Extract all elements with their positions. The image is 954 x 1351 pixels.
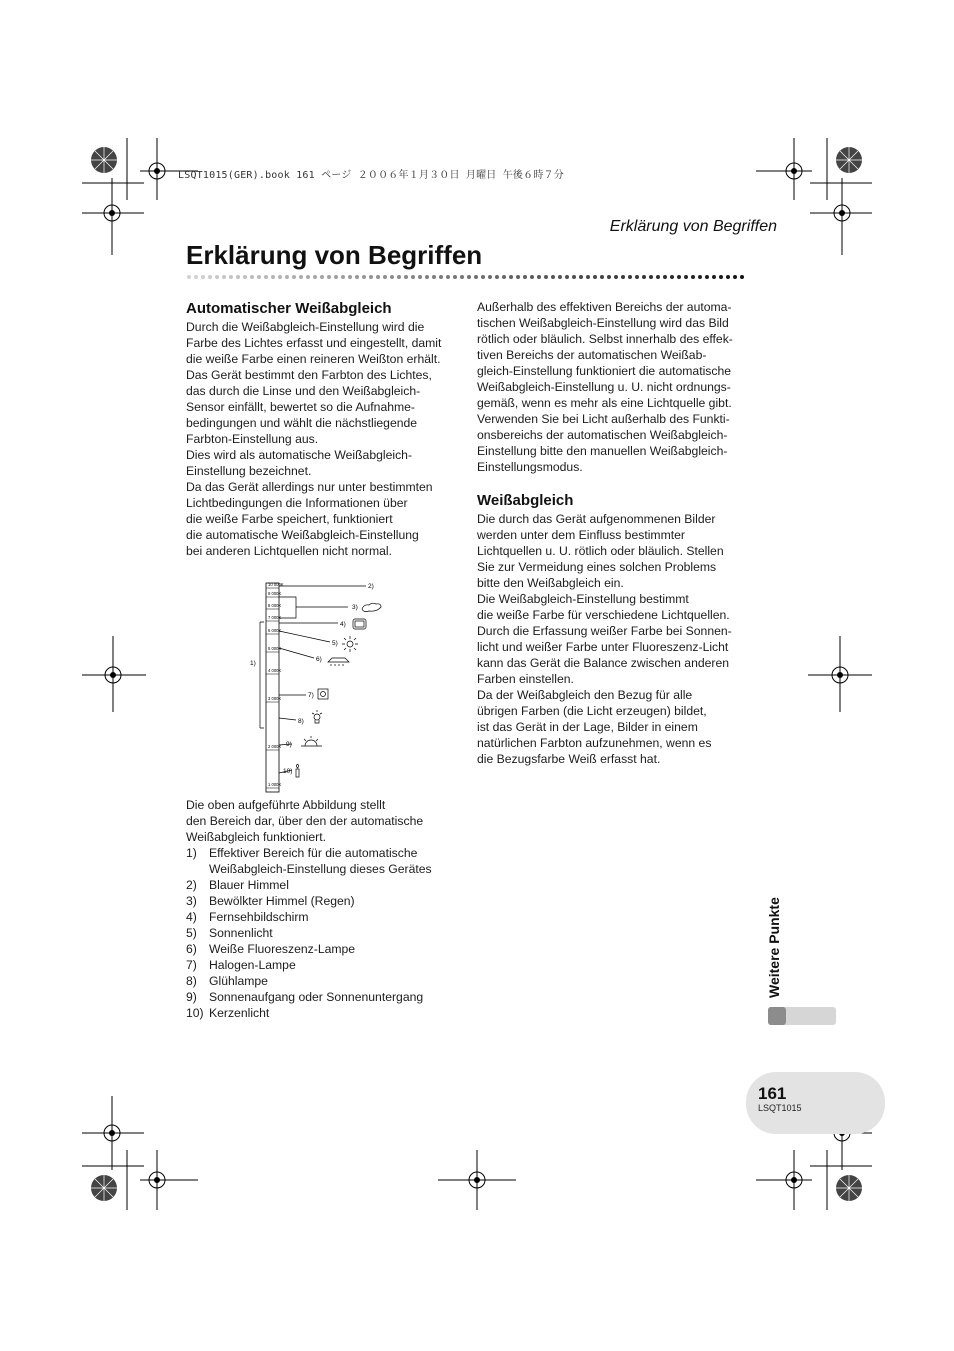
rule-dot [208,275,212,279]
right-column [477,299,752,767]
rule-dot [341,275,345,279]
list-item [186,1005,458,1021]
rule-dot [222,275,226,279]
callout-5: 5) [332,640,338,647]
rule-dot [453,275,457,279]
rule-dot [740,275,744,279]
callout-4: 4) [340,621,346,628]
rule-dot [306,275,310,279]
scale-label: 6 000K [268,628,282,633]
rule-dot [607,275,611,279]
text-line: Einstellung bitte den manuellen Weißabgleich- [477,444,728,458]
rule-dot [467,275,471,279]
rule-dot [362,275,366,279]
text-line: licht und weißer Farbe unter Fluoreszenz-Licht [477,640,729,654]
text-line: Da der Weißabgleich den Bezug für alle [477,688,693,702]
rule-dot [187,275,191,279]
text-line: übrigen Farben (die Licht erzeugen) bildet, [477,704,707,718]
rule-dot [691,275,695,279]
figure-caption [186,797,458,845]
list-item-text: Weiße Fluoreszenz-Lampe [209,942,356,956]
running-header: Erklärung von Begriffen [609,218,777,235]
left-column [186,299,458,559]
rule-dot [383,275,387,279]
list-item [186,877,458,893]
text-line: gemäß, wenn es mehr als eine Lichtquelle gibt. [477,396,732,410]
sunset-icon [301,736,322,746]
text-line: Einstellung bezeichnet. [186,464,312,478]
title-dotted-rule [186,272,746,282]
rule-dot [418,275,422,279]
rule-dot [488,275,492,279]
text-line: Lichtquellen u. U. rötlich oder bläulich. Stellen [477,544,724,558]
text-line: den Bereich dar, über den der automatische [186,814,424,828]
scale-label: 9 000K [268,591,282,596]
rule-dot [495,275,499,279]
list-item-text: Bewölkter Himmel (Regen) [209,894,355,908]
text-line: Die oben aufgeführte Abbildung stellt [186,798,386,812]
callout-8: 8) [298,718,304,725]
rule-dot [705,275,709,279]
rule-dot [614,275,618,279]
rule-dot [257,275,261,279]
list-item-text: Kerzenlicht [209,1006,270,1020]
rule-dot [565,275,569,279]
list-item-number: 10) [186,1006,204,1020]
text-line: Farbe des Lichtes erfasst und eingestellt, damit [186,336,442,350]
scale-label: 2 000K [268,744,282,749]
text-line: bei anderen Lichtquellen nicht normal. [186,544,392,558]
list-item-number: 2) [186,878,197,892]
rule-dot [635,275,639,279]
text-line: Dies wird als automatische Weißabgleich- [186,448,413,462]
rule-dot [733,275,737,279]
rule-dot [698,275,702,279]
rule-dot [649,275,653,279]
rule-dot [376,275,380,279]
rule-dot [656,275,660,279]
list-item-text: Sonnenaufgang oder Sonnenuntergang [209,990,424,1004]
list-item [186,973,458,989]
rule-dot [593,275,597,279]
rule-dot [446,275,450,279]
scale-label: 5 000K [268,646,282,651]
rule-dot [663,275,667,279]
list-item-text: Effektiver Bereich für die automatische [209,846,418,860]
rule-dot [719,275,723,279]
text-line: Die durch das Gerät aufgenommenen Bilder [477,512,716,526]
rule-dot [726,275,730,279]
range-paragraph [477,299,752,475]
rule-dot [677,275,681,279]
text-line: tiven Bereichs der automatischen Weißab- [477,348,707,362]
text-line: natürlichen Farbton aufzunehmen, wenn es [477,736,712,750]
callout-3: 3) [352,604,358,611]
text-line: bedingungen und wählt die nächstliegende [186,416,418,430]
rule-dot [523,275,527,279]
side-label-text: Weitere Punkte [766,897,782,998]
scale-label: 10 000K [268,582,284,587]
list-item [186,861,458,877]
text-line: Durch die Weißabgleich-Einstellung wird die [186,320,425,334]
list-item-number: 4) [186,910,197,924]
rule-dot [474,275,478,279]
rule-dot [369,275,373,279]
rule-dot [530,275,534,279]
rule-dot [712,275,716,279]
text-line: Sensor einfällt, bewertet so die Aufnahme- [186,400,415,414]
rule-dot [348,275,352,279]
text-line: Farbton-Einstellung aus. [186,432,319,446]
page-title: Erklärung von Begriffen [186,240,483,270]
text-line: Weißabgleich funktioniert. [186,830,327,844]
list-item [186,893,458,909]
rule-dot [278,275,282,279]
rule-dot [572,275,576,279]
rule-dot [621,275,625,279]
callout-10: 10) [283,768,293,775]
list-item [186,925,458,941]
rule-dot [670,275,674,279]
rule-dot [600,275,604,279]
list-item-number: 3) [186,894,197,908]
callout-2: 2) [368,583,374,590]
text-line: bitte den Weißabgleich ein. [477,576,624,590]
scale-label: 1 000K [268,782,282,787]
section-heading-wb: Weißabgleich [477,492,574,509]
text-line: das durch die Linse und den Weißabgleich- [186,384,421,398]
rule-dot [411,275,415,279]
rule-dot [334,275,338,279]
side-section-label [754,880,794,1000]
list-item-number: 9) [186,990,197,1004]
list-item-text: Weißabgleich-Einstellung dieses Gerätes [209,862,432,876]
scale-label: 4 000K [268,668,282,673]
rule-dot [194,275,198,279]
scale-label: 3 000K [268,696,282,701]
rule-dot [544,275,548,279]
text-line: rötlich oder bläulich. Selbst innerhalb des effek- [477,332,733,346]
text-line: Da das Gerät allerdings nur unter bestimmten [186,480,433,494]
list-item [186,941,458,957]
list-item-number: 7) [186,958,197,972]
text-line: Durch die Erfassung weißer Farbe bei Sonnen- [477,624,732,638]
rule-dot [201,275,205,279]
print-header: LSQT1015(GER).book 161 ページ ２００６年１月３０日 月曜日 午後６時７分 [178,170,564,181]
rule-dot [313,275,317,279]
list-item [186,957,458,973]
rule-dot [516,275,520,279]
text-line: Farben einstellen. [477,672,574,686]
rule-dot [586,275,590,279]
fluorescent-lamp-icon [328,658,349,666]
rule-dot [236,275,240,279]
rule-dot [355,275,359,279]
text-line: die weiße Farbe speichert, funktioniert [186,512,393,526]
text-line: die weiße Farbe für verschiedene Lichtquellen. [477,608,730,622]
list-item-text: Sonnenlicht [209,926,273,940]
text-line: werden unter dem Einfluss bestimmter [477,528,685,542]
rule-dot [264,275,268,279]
page-code: LSQT1015 [758,1103,802,1113]
scale-label: 8 000K [268,603,282,608]
rule-dot [551,275,555,279]
text-line: die Bezugsfarbe Weiß erfasst hat. [477,752,661,766]
page-number: 161 [758,1084,787,1103]
rule-dot [579,275,583,279]
rule-dot [425,275,429,279]
sun-icon [342,636,358,652]
list-item [186,845,458,861]
rule-dot [390,275,394,279]
bulb-icon [312,710,322,723]
rule-dot [215,275,219,279]
text-line: onsbereichs der automatischen Weißabgleich- [477,428,728,442]
text-line: Einstellungsmodus. [477,460,583,474]
auto-wb-paragraph [186,319,458,559]
text-line: Verwenden Sie bei Licht außerhalb des Funkti- [477,412,730,426]
list-item-text: Halogen-Lampe [209,958,296,972]
text-line: Weißabgleich-Einstellung u. U. nicht ordnungs- [477,380,731,394]
rule-dot [628,275,632,279]
list-item-number: 1) [186,846,197,860]
rule-dot [327,275,331,279]
text-line: die weiße Farbe einen reineren Weißton erhält. [186,352,441,366]
text-line: Außerhalb des effektiven Bereichs der automa- [477,300,732,314]
text-line: ist das Gerät in der Lage, Bilder in einem [477,720,698,734]
text-line: Die Weißabgleich-Einstellung bestimmt [477,592,689,606]
rule-dot [250,275,254,279]
rule-dot [481,275,485,279]
list-item [186,909,458,925]
callout-9: 9) [286,741,292,748]
text-line: Sie zur Vermeidung eines solchen Problems [477,560,717,574]
legend-list [186,845,458,1021]
text-line: die automatische Weißabgleich-Einstellung [186,528,419,542]
rule-dot [684,275,688,279]
scale-label: 7 000K [268,615,282,620]
rule-dot [397,275,401,279]
rule-dot [502,275,506,279]
wb-paragraph [477,511,752,767]
list-item [186,989,458,1005]
rule-dot [292,275,296,279]
rule-dot [243,275,247,279]
rule-dot [509,275,513,279]
rule-dot [229,275,233,279]
rule-dot [460,275,464,279]
list-item-number: 5) [186,926,197,940]
rule-dot [285,275,289,279]
rule-dot [642,275,646,279]
rule-dot [432,275,436,279]
section-indicator-active [768,1007,786,1025]
rule-dot [404,275,408,279]
color-temperature-diagram [248,578,398,796]
candle-icon [296,764,299,777]
text-line: kann das Gerät die Balance zwischen anderen [477,656,730,670]
rule-dot [299,275,303,279]
list-item-text: Glühlampe [209,974,268,988]
text-line: gleich-Einstellung funktioniert die automatische [477,364,732,378]
rule-dot [320,275,324,279]
halogen-lamp-icon [318,689,328,699]
list-item-text: Blauer Himmel [209,878,289,892]
list-item-number: 6) [186,942,197,956]
text-line: Das Gerät bestimmt den Farbton des Lichtes, [186,368,432,382]
callout-1: 1) [250,660,256,667]
text-line: Lichtbedingungen die Informationen über [186,496,408,510]
callout-7: 7) [308,692,314,699]
list-item-number: 8) [186,974,197,988]
list-item-text: Fernsehbildschirm [209,910,309,924]
section-heading-auto-wb: Automatischer Weißabgleich [186,300,392,317]
cloud-icon [362,603,381,611]
list-item-number [186,861,209,877]
callout-6: 6) [316,656,322,663]
rule-dot [271,275,275,279]
text-line: tischen Weißabgleich-Einstellung wird das Bild [477,316,729,330]
rule-dot [439,275,443,279]
rule-dot [558,275,562,279]
rule-dot [537,275,541,279]
figure-caption-block [186,797,458,1021]
